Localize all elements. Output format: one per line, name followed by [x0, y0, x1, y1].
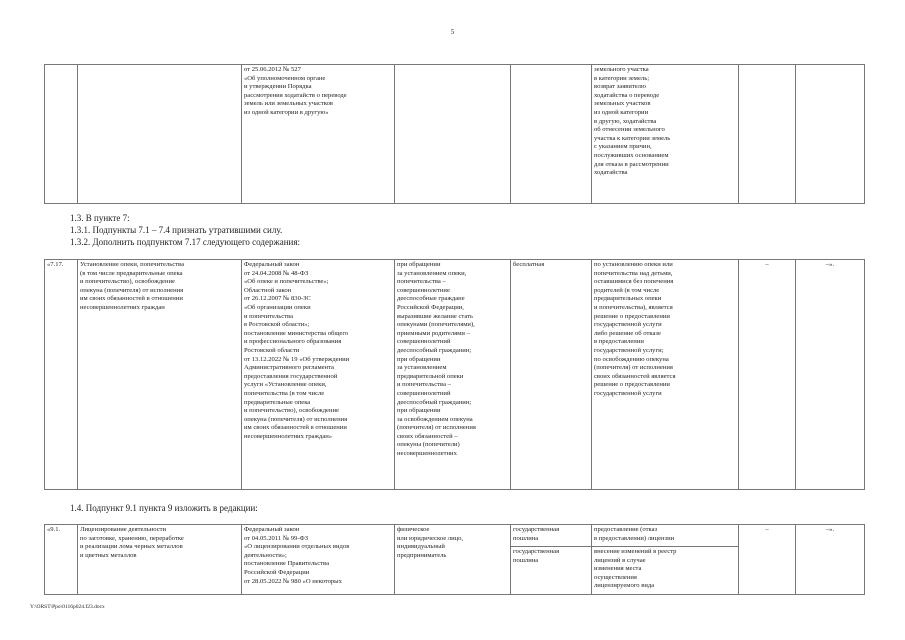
cell-col8: –». — [796, 525, 865, 595]
table-item-9-1 — [44, 524, 865, 595]
page-number: 5 — [450, 28, 455, 36]
cell-result: внесение изменений в реестр лицензий в случае изменения места осуществления лицензируемого вида — [592, 547, 739, 595]
paragraph: 1.3.1. Подпункты 7.1 – 7.4 признать утратившими силу. — [70, 225, 283, 235]
cell-applicant — [395, 65, 511, 204]
footer-file-path: Y:\ORST\Ppo\0116p024.f23.docx — [30, 604, 105, 610]
cell-col7: – — [739, 260, 796, 490]
cell-fee: государственная пошлина — [511, 547, 592, 595]
cell-col8 — [796, 65, 865, 204]
cell-number: «7.17. — [45, 260, 78, 490]
cell-fee — [511, 65, 592, 204]
cell-service-name — [78, 65, 242, 204]
cell-fee: бесплатная — [511, 260, 592, 490]
table-row — [45, 260, 865, 490]
cell-applicant: физическое или юридическое лицо, индивидуальный предприниматель — [395, 525, 511, 595]
cell-result: земельного участка в категории земель; возврат заявителю ходатайства о переводе земельных участков из одной категории в другую, ходатайства об отнесении земельного участка к категории земель с указанием причин, послуживших основанием для отказа в рассмотрении ходатайства — [592, 65, 739, 204]
cell-result: по установлению опеки или попечительства над детьми, оставшимися без попечения родителей (в том числе предварительных опеки и попечительства), является решение о предоставлении государственной услуги либо решение об отказе в предоставлении государственной услуги; по освобождению опекуна (попечителя) от исполнения своих обязанностей является решение о предоставлении государственной услуги — [592, 260, 739, 490]
cell-legal-basis: Федеральный закон от 24.04.2008 № 48-ФЗ «Об опеке и попечительстве»; Областной закон от 26.12.2007 № 830-ЗС «Об организации опеки и попечительства в Ростовской области»; постановление министерства общего и профессионального образования Ростовской области от 13.12.2022 № 19 «Об утверждении Административного регламента предоставления государственной услуги «Установление опеки, попечительства (в том числе предварительные опека и попечительство), освобождение опекуна (попечителя) от исполнения им своих обязанностей в отношении несовершеннолетних граждан» — [242, 260, 395, 490]
table-row — [45, 65, 865, 204]
table-item-7-17 — [44, 259, 865, 490]
cell-col7: – — [739, 525, 796, 595]
table-continuation — [44, 64, 865, 204]
paragraph: 1.3. В пункте 7: — [70, 213, 130, 223]
cell-service-name: Лицензирование деятельности по заготовке, хранению, переработке и реализации лома черных металлов и цветных металлов — [78, 525, 242, 595]
cell-col7 — [739, 65, 796, 204]
cell-number: «9.1. — [45, 525, 78, 595]
cell-number — [45, 65, 78, 204]
paragraph: 1.3.2. Дополнить подпунктом 7.17 следующего содержания: — [70, 237, 300, 247]
cell-legal-basis: Федеральный закон от 04.05.2011 № 99-ФЗ «О лицензировании отдельных видов деятельности»; постановление Правительства Российской Федерации от 28.05.2022 № 980 «О некоторых — [242, 525, 395, 595]
cell-result: предоставление (отказ в предоставлении) лицензии — [592, 525, 739, 547]
cell-applicant: при обращении за установлением опеки, попечительства – совершеннолетние дееспособные граждане Российской Федерации, выразившие желание стать опекунами (попечителями), приемными родителями – совершеннолетний дееспособный гражданин; при обращении за установлением предварительной опеки и попечительства – совершеннолетний дееспособный гражданин; при обращении за освобождением опекуна (попечителя) от исполнения своих обязанностей – опекуны (попечители) несовершеннолетних — [395, 260, 511, 490]
cell-fee: государственная пошлина — [511, 525, 592, 547]
table-row — [45, 525, 865, 547]
cell-col8: –». — [796, 260, 865, 490]
cell-legal-basis: от 25.06.2012 № 527 «Об уполномоченном органе и утверждении Порядка рассмотрения ходатайств о переводе земель или земельных участков из одной категории в другую» — [242, 65, 395, 204]
cell-service-name: Установление опеки, попечительства (в том числе предварительные опека и попечительство), освобождение опекуна (попечителя) от исполнения им своих обязанностей в отношении несовершеннолетних граждан — [78, 260, 242, 490]
paragraph: 1.4. Подпункт 9.1 пункта 9 изложить в редакции: — [70, 503, 258, 513]
